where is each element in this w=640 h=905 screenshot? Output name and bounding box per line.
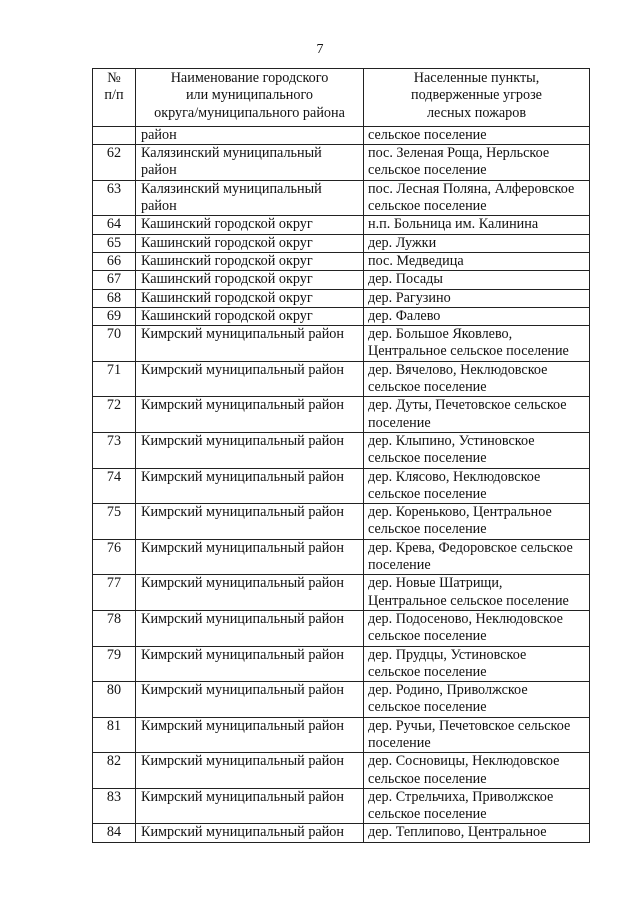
row-district: Кимрский муниципальный район xyxy=(136,788,364,824)
row-district: район xyxy=(136,126,364,144)
row-number: 72 xyxy=(93,397,136,433)
row-settlement: дер. Новые Шатрищи, Центральное сельское поселение xyxy=(364,575,590,611)
row-settlement: дер. Рагузино xyxy=(364,289,590,307)
row-settlement: дер. Кореньково, Центральное сельское поселение xyxy=(364,504,590,540)
table-row xyxy=(93,216,590,234)
table-row xyxy=(93,271,590,289)
row-settlement: дер. Вячелово, Неклюдовское сельское поселение xyxy=(364,361,590,397)
row-settlement: дер. Клыпино, Устиновское сельское поселение xyxy=(364,432,590,468)
row-settlement: пос. Зеленая Роща, Нерльское сельское поселение xyxy=(364,145,590,181)
row-district: Кимрский муниципальный район xyxy=(136,504,364,540)
row-district: Кимрский муниципальный район xyxy=(136,753,364,789)
row-district: Кашинский городской округ xyxy=(136,289,364,307)
row-number: 70 xyxy=(93,326,136,362)
row-district: Кашинский городской округ xyxy=(136,252,364,270)
table-row xyxy=(93,682,590,718)
table-row xyxy=(93,468,590,504)
table-row xyxy=(93,575,590,611)
row-settlement: пос. Лесная Поляна, Алферовское сельское поселение xyxy=(364,180,590,216)
row-settlement: дер. Посады xyxy=(364,271,590,289)
table-row xyxy=(93,307,590,325)
row-settlement: дер. Подосеново, Неклюдовское сельское поселение xyxy=(364,610,590,646)
row-settlement: дер. Родино, Приволжское сельское поселение xyxy=(364,682,590,718)
header-settlements: Населенные пункты, подверженные угрозе лесных пожаров xyxy=(364,69,590,127)
header-number: № п/п xyxy=(93,69,136,127)
row-settlement: сельское поселение xyxy=(364,126,590,144)
row-district: Калязинский муниципальный район xyxy=(136,145,364,181)
row-district: Кашинский городской округ xyxy=(136,271,364,289)
row-settlement: дер. Теплипово, Центральное xyxy=(364,824,590,842)
row-district: Кимрский муниципальный район xyxy=(136,575,364,611)
row-district: Кимрский муниципальный район xyxy=(136,397,364,433)
row-district: Кимрский муниципальный район xyxy=(136,432,364,468)
row-number xyxy=(93,126,136,144)
row-number: 80 xyxy=(93,682,136,718)
table-row xyxy=(93,397,590,433)
table-row xyxy=(93,788,590,824)
row-number: 79 xyxy=(93,646,136,682)
row-number: 66 xyxy=(93,252,136,270)
row-district: Кимрский муниципальный район xyxy=(136,646,364,682)
row-settlement: дер. Клясово, Неклюдовское сельское поселение xyxy=(364,468,590,504)
table-row xyxy=(93,610,590,646)
table-row xyxy=(93,326,590,362)
table-row xyxy=(93,234,590,252)
row-district: Кимрский муниципальный район xyxy=(136,717,364,753)
table-row xyxy=(93,432,590,468)
row-settlement: дер. Дуты, Печетовское сельское поселение xyxy=(364,397,590,433)
row-number: 63 xyxy=(93,180,136,216)
row-settlement: н.п. Больница им. Калинина xyxy=(364,216,590,234)
row-number: 64 xyxy=(93,216,136,234)
table-row xyxy=(93,180,590,216)
row-number: 78 xyxy=(93,610,136,646)
row-district: Кашинский городской округ xyxy=(136,307,364,325)
table-row xyxy=(93,252,590,270)
table-row xyxy=(93,504,590,540)
row-number: 68 xyxy=(93,289,136,307)
table-row xyxy=(93,145,590,181)
row-district: Кашинский городской округ xyxy=(136,234,364,252)
row-district: Кимрский муниципальный район xyxy=(136,539,364,575)
table-row xyxy=(93,289,590,307)
table-row xyxy=(93,361,590,397)
row-number: 75 xyxy=(93,504,136,540)
settlements-table xyxy=(92,68,590,843)
row-settlement: дер. Крева, Федоровское сельское поселение xyxy=(364,539,590,575)
row-district: Кимрский муниципальный район xyxy=(136,682,364,718)
row-number: 71 xyxy=(93,361,136,397)
row-district: Кимрский муниципальный район xyxy=(136,824,364,842)
row-settlement: дер. Лужки xyxy=(364,234,590,252)
row-district: Кимрский муниципальный район xyxy=(136,610,364,646)
row-settlement: пос. Медведица xyxy=(364,252,590,270)
table-row xyxy=(93,126,590,144)
row-settlement: дер. Стрельчиха, Приволжское сельское поселение xyxy=(364,788,590,824)
row-number: 84 xyxy=(93,824,136,842)
row-number: 67 xyxy=(93,271,136,289)
row-district: Кимрский муниципальный район xyxy=(136,468,364,504)
table-row xyxy=(93,539,590,575)
table-row xyxy=(93,824,590,842)
header-district: Наименование городского или муниципального округа/муниципального района xyxy=(136,69,364,127)
row-number: 74 xyxy=(93,468,136,504)
row-number: 65 xyxy=(93,234,136,252)
row-number: 81 xyxy=(93,717,136,753)
page-number: 7 xyxy=(316,42,324,57)
row-number: 77 xyxy=(93,575,136,611)
row-settlement: дер. Большое Яковлево, Центральное сельское поселение xyxy=(364,326,590,362)
table-row xyxy=(93,753,590,789)
row-number: 62 xyxy=(93,145,136,181)
row-number: 76 xyxy=(93,539,136,575)
table-row xyxy=(93,717,590,753)
row-district: Кашинский городской округ xyxy=(136,216,364,234)
row-settlement: дер. Ручьи, Печетовское сельское поселение xyxy=(364,717,590,753)
row-district: Кимрский муниципальный район xyxy=(136,326,364,362)
row-number: 83 xyxy=(93,788,136,824)
row-settlement: дер. Фалево xyxy=(364,307,590,325)
row-number: 73 xyxy=(93,432,136,468)
row-settlement: дер. Сосновицы, Неклюдовское сельское поселение xyxy=(364,753,590,789)
table-body xyxy=(93,126,590,842)
row-number: 69 xyxy=(93,307,136,325)
row-settlement: дер. Прудцы, Устиновское сельское поселение xyxy=(364,646,590,682)
row-district: Калязинский муниципальный район xyxy=(136,180,364,216)
table-header-row xyxy=(93,69,590,127)
row-district: Кимрский муниципальный район xyxy=(136,361,364,397)
table-row xyxy=(93,646,590,682)
row-number: 82 xyxy=(93,753,136,789)
